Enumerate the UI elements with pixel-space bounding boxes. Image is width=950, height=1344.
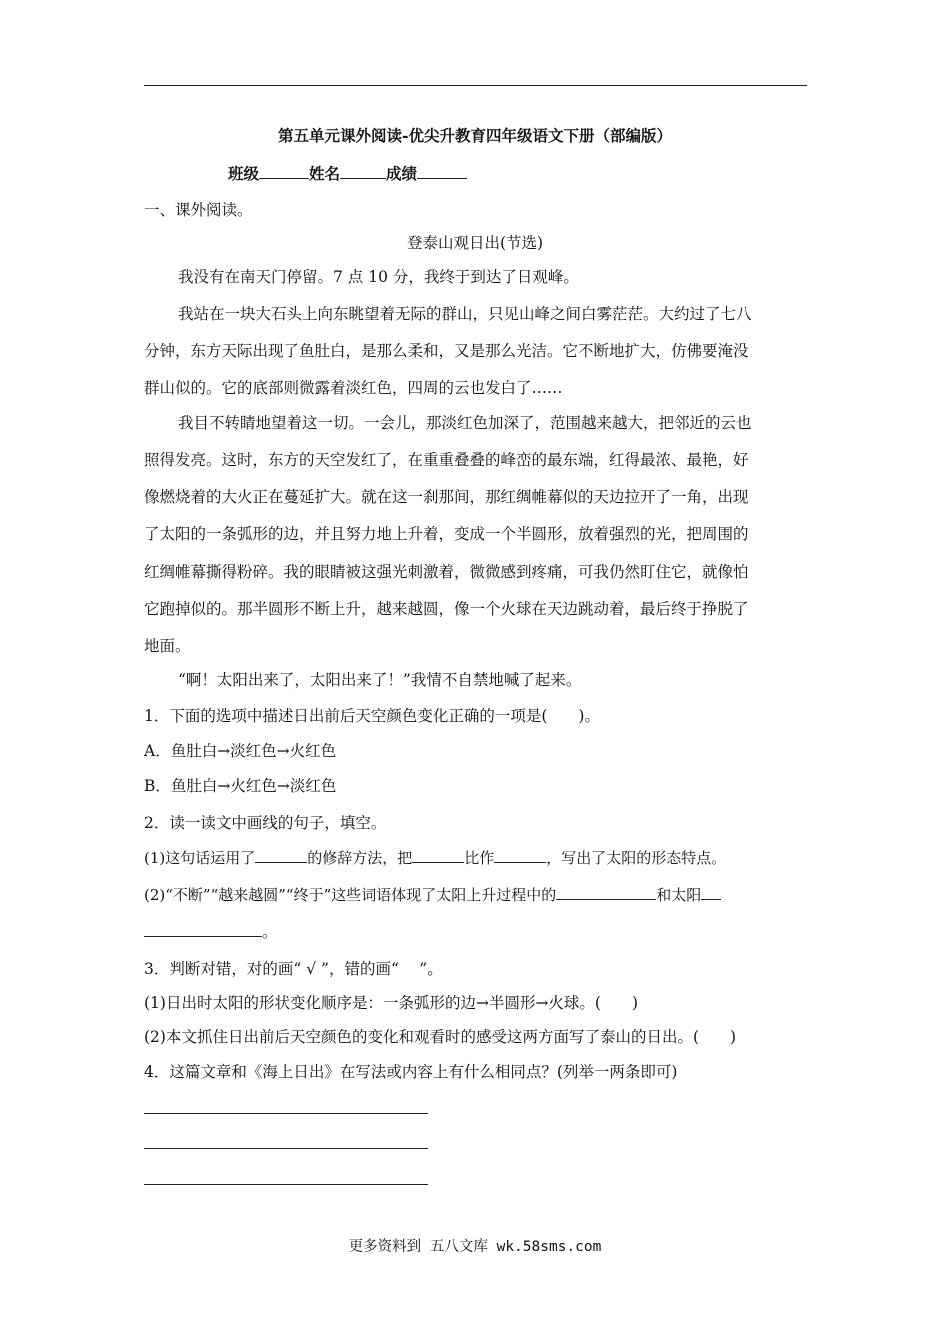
score-blank[interactable]: [417, 164, 467, 179]
process-blank[interactable]: [556, 885, 656, 900]
student-info-line: [228, 164, 467, 184]
passage-line: 我目不转睛地望着这一切。一会儿，那淡红色加深了，范围越来越大，把邻近的云也: [178, 414, 752, 432]
passage-title: 登泰山观日出(节选): [406, 234, 544, 252]
top-rule: [144, 85, 807, 86]
question-2-part-2: [144, 885, 721, 905]
score-label: 成绩: [386, 164, 418, 183]
question-3-item-2: (2)本文抓住日出前后天空颜色的变化和观看时的感受这两方面写了泰山的日出。( ): [144, 1028, 737, 1046]
question-3: 3．判断对错，对的画“ √ ”，错的画“ ”。: [144, 960, 443, 978]
passage-line: “啊！太阳出来了，太阳出来了！”我情不自禁地喊了起来。: [178, 671, 582, 689]
passage-line: 了太阳的一条弧形的边，并且努力地上升着，变成一个半圆形，放着强烈的光，把周围的: [144, 525, 749, 543]
object-blank[interactable]: [494, 848, 546, 863]
question-2-part-2-continued: [144, 922, 278, 942]
q2-2-text-a: (2)“不断”“越来越圆”“终于”这些词语体现了太阳上升过程中的: [144, 886, 557, 904]
sun-blank[interactable]: [144, 922, 262, 937]
passage-line: 群山似的。它的底部则微露着淡红色，四周的云也发白了……: [144, 379, 563, 397]
class-label: 班级: [228, 164, 260, 183]
q2-1-text-b: 的修辞方法，把: [307, 849, 413, 867]
question-1-option-b[interactable]: B．鱼肚白→火红色→淡红色: [144, 777, 337, 795]
footer-text: 更多资料到 五八文库 wk.58sms.com: [348, 1239, 602, 1255]
question-1-option-a[interactable]: A．鱼肚白→淡红色→火红色: [144, 742, 337, 760]
answer-line[interactable]: [144, 1184, 428, 1185]
passage-line: 它跑掉似的。那半圆形不断上升，越来越圆，像一个火球在天边跳动着，最后终于挣脱了: [144, 600, 749, 618]
section-heading: 一、课外阅读。: [144, 201, 253, 219]
answer-line[interactable]: [144, 1148, 428, 1149]
passage-line: 我站在一块大石头上向东眺望着无际的群山，只见山峰之间白雾茫茫。大约过了七八: [178, 305, 752, 323]
q2-2-end: 。: [262, 923, 278, 941]
passage-line: 分钟，东方天际出现了鱼肚白，是那么柔和，又是那么光洁。它不断地扩大，仿佛要淹没: [144, 342, 749, 360]
passage-line: 照得发亮。这时，东方的天空发红了，在重重叠叠的峰峦的最东端，红得最浓、最艳，好: [144, 451, 749, 469]
question-2: 2．读一读文中画线的句子，填空。: [144, 814, 387, 832]
name-label: 姓名: [309, 164, 341, 183]
question-4: 4．这篇文章和《海上日出》在写法或内容上有什么相同点？(列举一两条即可): [144, 1063, 678, 1081]
answer-line[interactable]: [144, 1113, 428, 1114]
name-blank[interactable]: [340, 164, 386, 179]
document-title: 第五单元课外阅读-优尖升教育四年级语文下册（部编版）: [278, 126, 672, 145]
passage-line: 我没有在南天门停留。7 点 10 分，我终于到达了日观峰。: [178, 268, 579, 286]
subject-blank[interactable]: [412, 848, 464, 863]
question-3-item-1: (1)日出时太阳的形状变化顺序是：一条弧形的边→半圆形→火球。( ): [144, 994, 639, 1012]
question-1: 1．下面的选项中描述日出前后天空颜色变化正确的一项是( )。: [144, 707, 600, 725]
passage-line: 红绸帷幕撕得粉碎。我的眼睛被这强光刺激着，微微感到疼痛，可我仍然盯住它，就像怕: [144, 563, 749, 581]
q2-2-text-b: 和太阳: [656, 886, 702, 904]
passage-line: 像燃烧着的大火正在蔓延扩大。就在这一刹那间，那红绸帷幕似的天边拉开了一角，出现: [144, 488, 749, 506]
question-2-part-1: [144, 848, 726, 868]
q2-1-text-a: (1)这句话运用了: [144, 849, 256, 867]
sun-blank-start[interactable]: [701, 885, 721, 900]
q2-1-text-c: 比作: [464, 849, 495, 867]
rhetoric-blank[interactable]: [255, 848, 307, 863]
passage-line: 地面。: [144, 637, 191, 655]
class-blank[interactable]: [259, 164, 309, 179]
q2-1-text-d: ，写出了太阳的形态特点。: [546, 849, 727, 867]
